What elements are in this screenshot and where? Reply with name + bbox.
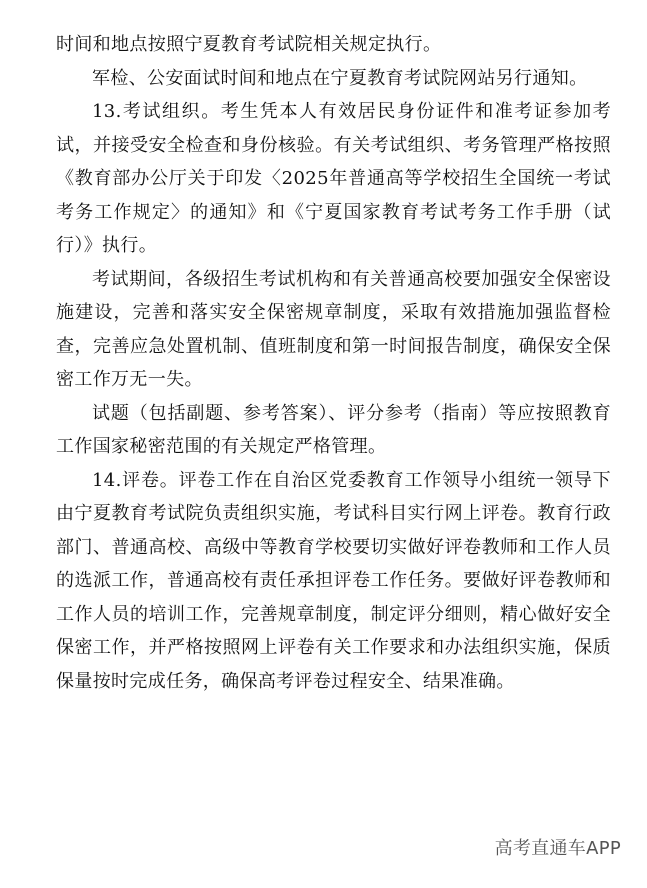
paragraph-military-police-interview: 军检、公安面试时间和地点在宁夏教育考试院网站另行通知。 <box>92 67 588 89</box>
paragraph-security-measures: 考试期间，各级招生考试机构和有关普通高校要加强安全保密设施建设，完善和落实安全保密规章制度，采取有效措施加强监督检查，完善应急处置机制、值班制度和第一时间报告制度，确保安全保密工作万无一失。 <box>56 268 611 390</box>
paragraph-exam-papers-management: 试题（包括副题、参考答案）、评分参考（指南）等应按照教育工作国家秘密范围的有关规定严格管理。 <box>56 402 611 457</box>
paragraph-exam-organization: 13.考试组织。考生凭本人有效居民身份证件和准考证参加考试，并接受安全检查和身份核验。有关考试组织、考务管理严格按照《教育部办公厅关于印发〈2025年普通高等学校招生全国统一考试考务工作规定〉的通知》和《宁夏国家教育考试考务工作手册（试行）》执行。 <box>56 101 611 256</box>
paragraph-grading: 14.评卷。评卷工作在自治区党委教育工作领导小组统一领导下由宁夏教育考试院负责组织实施，考试科目实行网上评卷。教育行政部门、普通高校、高级中等教育学校要切实做好评卷教师和工作人员的选派工作，普通高校有责任承担评卷工作任务。要做好评卷教师和工作人员的培训工作，完善规章制度，制定评分细则，精心做好安全保密工作，并严格按照网上评卷有关工作要求和办法组织实施，保质保量按时完成任务，确保高考评卷过程安全、结果准确。 <box>56 469 611 692</box>
watermark-text: 高考直通车APP <box>494 838 621 859</box>
paragraph-exam-time-location: 时间和地点按照宁夏教育考试院相关规定执行。 <box>56 34 442 55</box>
document-body <box>56 28 611 698</box>
